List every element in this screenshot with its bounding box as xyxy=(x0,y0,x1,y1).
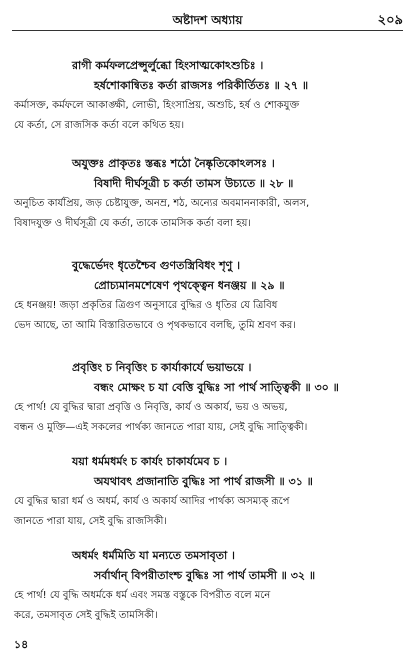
chapter-title: অষ্টাদশ অধ্যায় xyxy=(172,13,243,27)
verse-line-1: প্রবৃত্তিং চ নিবৃত্তিং চ কার্যাকার্যে ভয়াভয়ে । xyxy=(72,361,252,374)
translation-line: হে ধনঞ্জয়! জড়া প্রকৃতির ত্রিগুণ অনুসারে বুদ্ধির ও ধৃতির যে ত্রিবিধ xyxy=(14,300,278,311)
verse-line-2: বিষাদী দীর্ঘসূত্রী চ কর্তা তামস উচ্যতে ॥ ২৮ ॥ xyxy=(94,177,294,190)
verse-line-2: অযথাবৎ প্রজানাতি বুদ্ধিঃ সা পার্থ রাজসী ॥ ৩১ ॥ xyxy=(94,475,313,488)
translation-line: বিষাদযুক্ত ও দীর্ঘসূত্রী যে কর্তা, তাকে তামসিক কর্তা বলা হয়। xyxy=(14,218,251,229)
verse-line-2: সর্বার্থান্ বিপরীতাংশ্চ বুদ্ধিঃ সা পার্থ তামসী ॥ ৩২ ॥ xyxy=(94,569,316,582)
verse-block-31 xyxy=(12,452,404,532)
translation-line: করে, তমসাবৃত সেই বুদ্ধিই তামসিকী। xyxy=(14,610,158,621)
verse-line-1: যয়া ধর্মমধর্মং চ কার্যং চাকার্যমেব চ । xyxy=(72,455,228,468)
verse-line-1: অযুক্তঃ প্রাকৃতঃ স্তব্ধঃ শঠো নৈষ্কৃতিকোঽলসঃ । xyxy=(72,157,275,170)
translation-line: ভেদ আছে, তা আমি বিস্তারিতভাবে ও পৃথকভাবে বলছি, তুমি শ্রবণ কর। xyxy=(14,320,296,331)
verse-line-1: বুদ্ধের্ভেদং ধৃতেশ্চৈব গুণতস্ত্রিবিধং শৃণু । xyxy=(72,259,241,272)
verse-block-30 xyxy=(12,358,404,438)
translation-line: যে কর্তা, সে রাজসিক কর্তা বলে কথিত হয়। xyxy=(14,120,185,131)
signature-mark: ১৪ xyxy=(14,638,29,651)
verse-line-1: অধর্মং ধর্মমিতি যা মন্যতে তমসাবৃতা । xyxy=(72,549,235,562)
translation-line: হে পার্থ! যে বুদ্ধির দ্বারা প্রবৃত্তি ও নিবৃত্তি, কার্য ও অকার্য, ভয় ও অভয়, xyxy=(14,402,288,413)
translation-line: জানতে পারা যায়, সেই বুদ্ধি রাজসিকী। xyxy=(14,516,167,527)
translation-line: কর্মাসক্ত, কর্মফলে আকাঙ্ক্ষী, লোভী, হিংসাপ্রিয়, অশুচি, হর্ষ ও শোকযুক্ত xyxy=(14,100,300,111)
verse-block-29 xyxy=(12,256,404,336)
translation-line: যে বুদ্ধির দ্বারা ধর্ম ও অধর্ম, কার্য ও অকার্য আদির পার্থক্য অসম্যক্ রূপে xyxy=(14,496,290,507)
verse-line-2: হর্ষশোকান্বিতঃ কর্তা রাজসঃ পরিকীর্তিতঃ ॥ ২৭ ॥ xyxy=(94,79,309,92)
page-number: ২০৯ xyxy=(377,13,403,28)
verse-line-2: বন্ধং মোক্ষং চ যা বেত্তি বুদ্ধিঃ সা পার্থ সাত্ত্বিকী ॥ ৩০ ॥ xyxy=(94,381,339,394)
header-rule xyxy=(12,30,403,31)
page-header xyxy=(0,8,415,30)
translation-line: হে পার্থ! যে বুদ্ধি অধর্মকে ধর্ম এবং সমস্ত বস্তুকে বিপরীত বলে মনে xyxy=(14,590,271,601)
translation-line: বন্ধন ও মুক্তি—এই সকলের পার্থক্য জানতে পারা যায়, সেই বুদ্ধি সাত্ত্বিকী। xyxy=(14,422,308,433)
verse-line-2: প্রোচ্যমানমশেষেণ পৃথক্ত্বেন ধনঞ্জয় ॥ ২৯ ॥ xyxy=(94,279,285,292)
verse-block-27 xyxy=(12,56,404,136)
verse-block-32 xyxy=(12,546,404,626)
verse-line-1: রাগী কর্মফলপ্রেপ্সুর্লুব্ধো হিংসাত্মকোঽশুচিঃ । xyxy=(72,59,264,72)
verse-block-28 xyxy=(12,154,404,234)
translation-line: অনুচিত কার্যপ্রিয়, জড় চেষ্টাযুক্ত, অনম্র, শঠ, অন্যের অবমাননাকারী, অলস, xyxy=(14,198,310,209)
